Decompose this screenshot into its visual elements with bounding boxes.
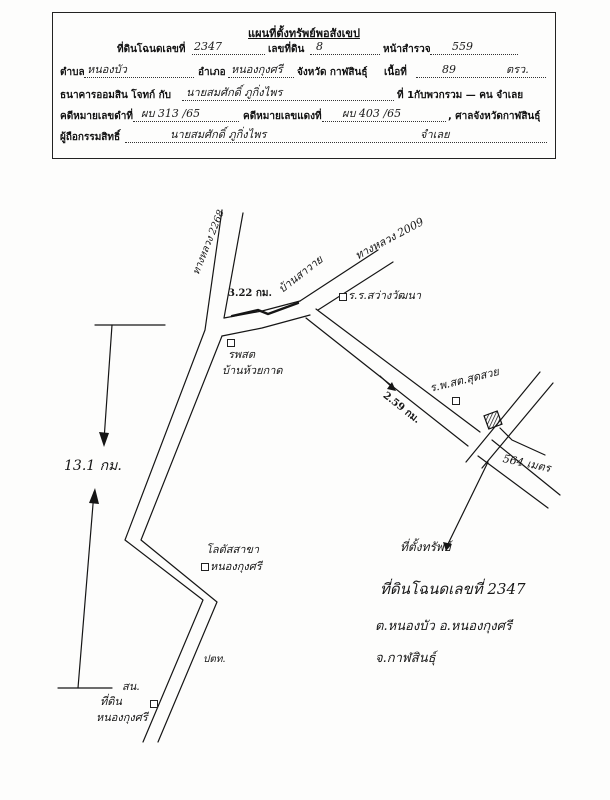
road-2268-east-edge-north [224, 213, 243, 318]
black-case-value: ผบ 313 /65 [141, 107, 201, 120]
property-leader-line [447, 462, 488, 546]
property-location-label: ที่ตั้งทรัพย์ [400, 540, 451, 554]
land-office-marker-icon [150, 700, 158, 708]
property-note-line2: ต.หนองบัว อ.หนองกุงศรี [375, 619, 512, 634]
deed-number-label: ที่ดินโฉนดเลขที่ [117, 44, 186, 55]
court-label: , ศาลจังหวัดกาฬสินธุ์ [448, 111, 541, 122]
branch-road-hand-stroke [232, 303, 298, 316]
dimension-lower-leg [78, 492, 94, 688]
branch-road-south-edge [222, 315, 310, 336]
red-case-value: ผบ 403 /65 [342, 107, 402, 120]
property-note-line1: ที่ดินโฉนดเลขที่ 2347 [380, 580, 526, 598]
deed-number-value: 2347 [194, 40, 222, 53]
property-plot-hatched [484, 411, 502, 429]
distance-3-22-label: 3.22 กม. [228, 288, 272, 299]
lotus-marker-icon [201, 563, 209, 571]
district-value: หนองกุงศรี [231, 63, 283, 76]
ptt-station-label: ปตท. [203, 654, 226, 665]
property-note-line3: จ.กาฬสินธุ์ [375, 651, 436, 666]
area-unit: ตรว. [506, 63, 529, 76]
survey-page-label: หน้าสำรวจ [383, 44, 431, 55]
distance-564-label: 564 เมตร [501, 452, 552, 475]
dimension-upper-leg [104, 325, 112, 440]
red-case-label: คดีหมายเลขแดงที่ [243, 111, 322, 122]
village-huai-label: บ้านห้วยกาด [222, 364, 283, 377]
subdistrict-value: หนองบัว [87, 63, 127, 76]
district-label: อำเภอ [198, 67, 226, 78]
road-2268-east-edge-south [141, 336, 222, 742]
health-center-label: รพสต [228, 348, 256, 361]
black-case-label: คดีหมายเลขดำที่ [60, 111, 133, 122]
health-center-2-marker-icon [452, 397, 460, 405]
owner-label: ผู้ถือกรรมสิทธิ์ [60, 132, 121, 143]
land-office-label-line2: ที่ดิน [100, 695, 122, 708]
land-office-label-line1: สน. [122, 680, 140, 693]
owner-name-value: นายสมศักดิ์ ภูกิ่งไพร [170, 128, 267, 141]
highway-2009-label: ทางหลวง 2009 [352, 215, 427, 263]
land-number-label: เลขที่ดิน [268, 44, 305, 55]
distance-13-1-label: 13.1 กม. [64, 458, 122, 474]
road-2009-east-edge [318, 262, 393, 310]
lotus-label-line2: หนองกุงศรี [210, 560, 262, 573]
property-spur-line [500, 428, 545, 455]
province-label: จังหวัด กาฬสินธุ์ [297, 67, 368, 78]
survey-page-value: 559 [452, 40, 473, 53]
highway-2268-label: ทางหลวง 2268 [190, 208, 227, 277]
defendant-suffix-label: ที่ 1กับพวกรวม — คน จำเลย [397, 90, 524, 101]
subdistrict-label: ตำบล [60, 67, 85, 78]
land-number-value: 8 [316, 40, 323, 53]
land-office-label-line3: หนองกุงศรี [96, 711, 148, 724]
lotus-label-line1: โลตัสสาขา [206, 543, 260, 556]
village-top-label: บ้านสาวาย [275, 253, 326, 296]
page-title: แผนที่ตั้งทรัพย์พอสังเขป [248, 27, 360, 40]
owner-role-value: จำเลย [420, 128, 450, 141]
dimension-arrowhead-down [99, 432, 109, 447]
plaintiff-label: ธนาคารออมสิน โจทก์ กับ [60, 90, 172, 101]
defendant-name-value: นายสมศักดิ์ ภูกิ่งไพร [186, 86, 283, 99]
health-center-2-label: ร.พ.สต.สุดสวย [428, 365, 501, 395]
area-label: เนื้อที่ [384, 67, 407, 78]
school-marker-icon [339, 293, 347, 301]
distance-2-59-label: 2.59 กม. [380, 390, 423, 426]
dimension-arrowhead-up [89, 488, 99, 504]
school-label: ร.ร.สว่างวัฒนา [348, 289, 422, 302]
health-center-marker-icon [227, 339, 235, 347]
area-value: 89 [442, 63, 456, 76]
